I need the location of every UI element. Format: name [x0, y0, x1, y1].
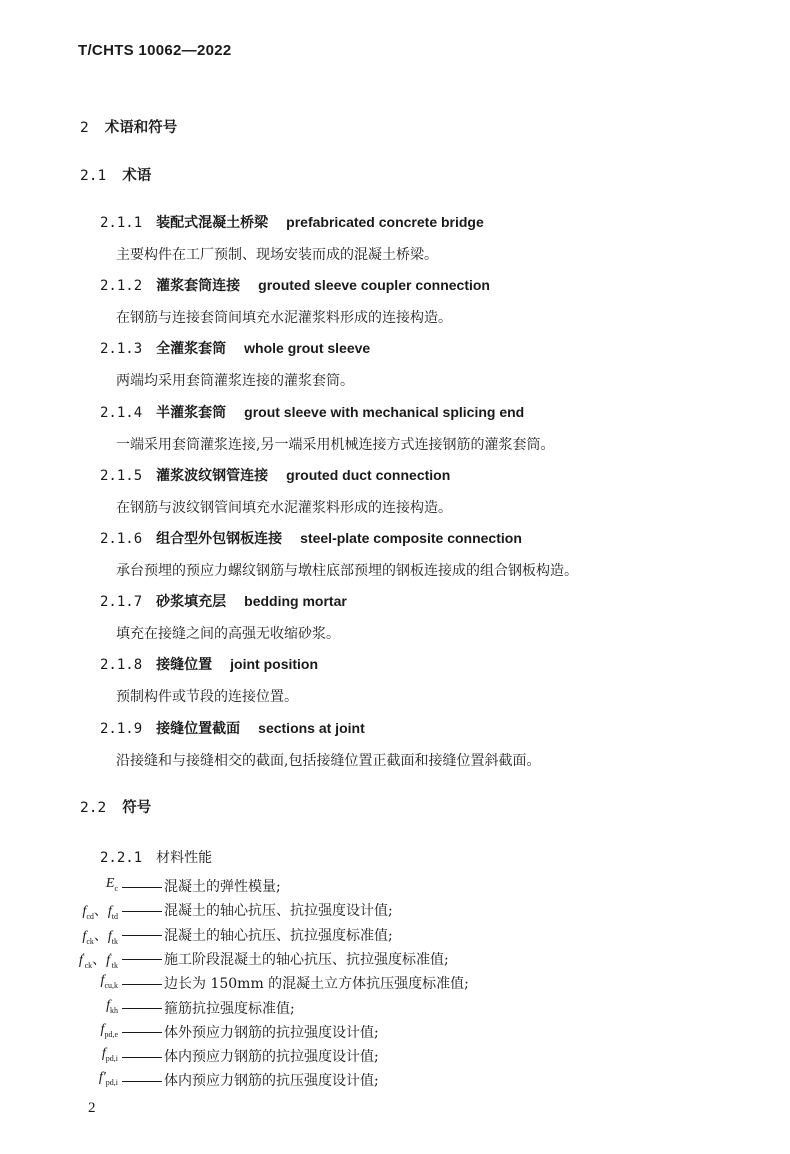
- symbol-notation: [8, 925, 118, 946]
- section-title: 术语: [122, 168, 152, 184]
- symbol-glyph: $f'_{ck}$: [78, 951, 93, 970]
- term-english: joint position: [230, 656, 319, 673]
- em-dash-rule: [122, 935, 162, 936]
- chapter-heading: [80, 116, 177, 137]
- subsection-heading: [100, 847, 212, 867]
- symbol-glyph: $f_{tk}$: [107, 928, 118, 946]
- symbol-separator: 、: [93, 904, 108, 920]
- symbol-description-text: 混凝土的弹性模量;: [164, 879, 281, 895]
- symbol-description: [122, 1070, 379, 1090]
- symbol-notation: [8, 1046, 118, 1063]
- symbol-glyph: $E_c$: [105, 876, 118, 893]
- term-english: steel-plate composite connection: [300, 530, 522, 546]
- symbol-glyph: $f_{ck}$: [82, 928, 94, 946]
- em-dash-rule: [122, 1081, 162, 1082]
- term-number: 2.1.3: [100, 341, 143, 358]
- symbol-notation: [8, 973, 118, 990]
- term-chinese: 全灌浆套筒: [156, 341, 227, 358]
- term-number: 2.1.6: [100, 531, 143, 547]
- term-number: 2.1.9: [100, 720, 143, 737]
- em-dash-rule: [122, 1057, 162, 1058]
- term-english: grouted duct connection: [286, 466, 451, 483]
- term-chinese: 砂浆填充层: [156, 594, 227, 611]
- term-english: sections at joint: [258, 719, 365, 736]
- term-heading: [100, 275, 490, 295]
- symbol-glyph: $f'_{pd,i}$: [98, 1070, 118, 1088]
- term-number: 2.1.8: [100, 657, 143, 674]
- term-definition: 填充在接缝之间的高强无收缩砂浆。: [116, 626, 340, 643]
- symbol-notation: [8, 1022, 118, 1039]
- chapter-title: 术语和符号: [104, 120, 178, 136]
- symbol-notation: [8, 949, 118, 970]
- term-definition: 沿接缝和与接缝相交的截面,包括接缝位置正截面和接缝位置斜截面。: [116, 752, 541, 769]
- standard-code-header: T/CHTS 10062—2022: [78, 42, 232, 59]
- subsection-title: 材料性能: [156, 850, 213, 866]
- symbol-description-text: 体内预应力钢筋的抗拉强度设计值;: [164, 1049, 379, 1066]
- symbol-description: [122, 973, 469, 993]
- symbol-separator: 、: [93, 928, 108, 944]
- symbol-description: [122, 1046, 379, 1066]
- em-dash-rule: [122, 984, 162, 985]
- em-dash-rule: [122, 959, 162, 960]
- symbol-glyph: $f_{cu,k}$: [100, 973, 118, 990]
- symbol-glyph: $f_{pd,i}$: [101, 1046, 118, 1063]
- term-heading: [100, 212, 484, 232]
- symbol-description: [122, 998, 295, 1018]
- symbol-glyph: $f_{td}$: [107, 904, 118, 922]
- term-chinese: 灌浆波纹钢管连接: [156, 467, 269, 484]
- term-definition: 一端采用套筒灌浆连接,另一端采用机械连接方式连接钢筋的灌浆套筒。: [116, 436, 555, 453]
- symbol-description-text: 混凝土的轴心抗压、抗拉强度设计值;: [164, 903, 393, 920]
- symbol-glyph: $f_{kh}$: [106, 997, 118, 1015]
- term-number: 2.1.5: [100, 467, 143, 484]
- symbol-description: [122, 1022, 379, 1042]
- symbol-notation: [8, 900, 118, 921]
- term-english: bedding mortar: [244, 593, 347, 610]
- term-heading: [100, 654, 318, 674]
- term-heading: [100, 528, 522, 548]
- term-definition: 主要构件在工厂预制、现场安装而成的混凝土桥梁。: [116, 247, 438, 263]
- section-heading-symbols: [80, 796, 151, 817]
- term-definition: 承台预埋的预应力螺纹钢筋与墩柱底部预埋的钢板连接成的组合钢板构造。: [116, 563, 578, 579]
- term-number: 2.1.7: [100, 594, 143, 611]
- symbol-glyph: $f_{pd,e}$: [100, 1021, 118, 1039]
- term-heading: [100, 465, 450, 485]
- symbol-description-text: 体外预应力钢筋的抗拉强度设计值;: [164, 1024, 379, 1041]
- term-definition: 预制构件或节段的连接位置。: [116, 689, 298, 706]
- term-definition: 两端均采用套筒灌浆连接的灌浆套筒。: [116, 373, 354, 390]
- term-number: 2.1.1: [100, 215, 143, 231]
- section-title: 符号: [122, 800, 152, 816]
- symbol-description: [122, 925, 393, 945]
- term-number: 2.1.2: [100, 278, 143, 295]
- term-chinese: 接缝位置截面: [156, 720, 241, 737]
- term-english: prefabricated concrete bridge: [286, 214, 484, 230]
- symbol-description-text: 施工阶段混凝土的轴心抗压、抗拉强度标准值;: [164, 951, 449, 968]
- section-heading-terms: [80, 164, 151, 185]
- term-english: whole grout sleeve: [244, 340, 371, 357]
- term-definition: 在钢筋与连接套筒间填充水泥灌浆料形成的连接构造。: [116, 310, 452, 327]
- term-english: grouted sleeve coupler connection: [258, 277, 490, 294]
- symbol-notation: [8, 876, 118, 893]
- symbol-notation: [8, 998, 118, 1015]
- term-english: grout sleeve with mechanical splicing end: [244, 403, 525, 420]
- symbol-glyph: $f'_{tk}$: [106, 951, 118, 970]
- symbol-description-text: 体内预应力钢筋的抗压强度设计值;: [164, 1073, 379, 1090]
- term-chinese: 装配式混凝土桥梁: [156, 215, 269, 231]
- symbol-separator: 、: [92, 952, 107, 968]
- symbol-glyph: $f_{cd}$: [82, 904, 94, 922]
- symbol-description: [122, 876, 281, 896]
- section-number: 2.1: [80, 168, 107, 184]
- term-chinese: 灌浆套筒连接: [156, 278, 241, 295]
- term-heading: [100, 718, 365, 738]
- term-chinese: 半灌浆套筒: [156, 404, 227, 421]
- symbol-description: [122, 949, 449, 969]
- symbol-description-text: 混凝土的轴心抗压、抗拉强度标准值;: [164, 927, 393, 944]
- em-dash-rule: [122, 1008, 162, 1009]
- section-number: 2.2: [80, 800, 107, 816]
- symbol-notation: [8, 1070, 118, 1087]
- page-number: 2: [88, 1100, 96, 1116]
- symbol-description-text: 边长为 150mm 的混凝土立方体抗压强度标准值;: [164, 976, 469, 993]
- chapter-number: 2: [80, 120, 89, 136]
- term-chinese: 组合型外包钢板连接: [156, 531, 283, 547]
- symbol-description: [122, 900, 393, 920]
- subsection-number: 2.2.1: [100, 850, 143, 866]
- term-chinese: 接缝位置: [156, 657, 213, 674]
- em-dash-rule: [122, 911, 162, 912]
- symbol-description-text: 箍筋抗拉强度标准值;: [164, 1000, 295, 1017]
- em-dash-rule: [122, 887, 162, 888]
- term-number: 2.1.4: [100, 404, 143, 421]
- term-heading: [100, 338, 370, 358]
- term-heading: [100, 591, 347, 611]
- term-definition: 在钢筋与波纹钢管间填充水泥灌浆料形成的连接构造。: [116, 499, 452, 516]
- em-dash-rule: [122, 1032, 162, 1033]
- term-heading: [100, 402, 524, 422]
